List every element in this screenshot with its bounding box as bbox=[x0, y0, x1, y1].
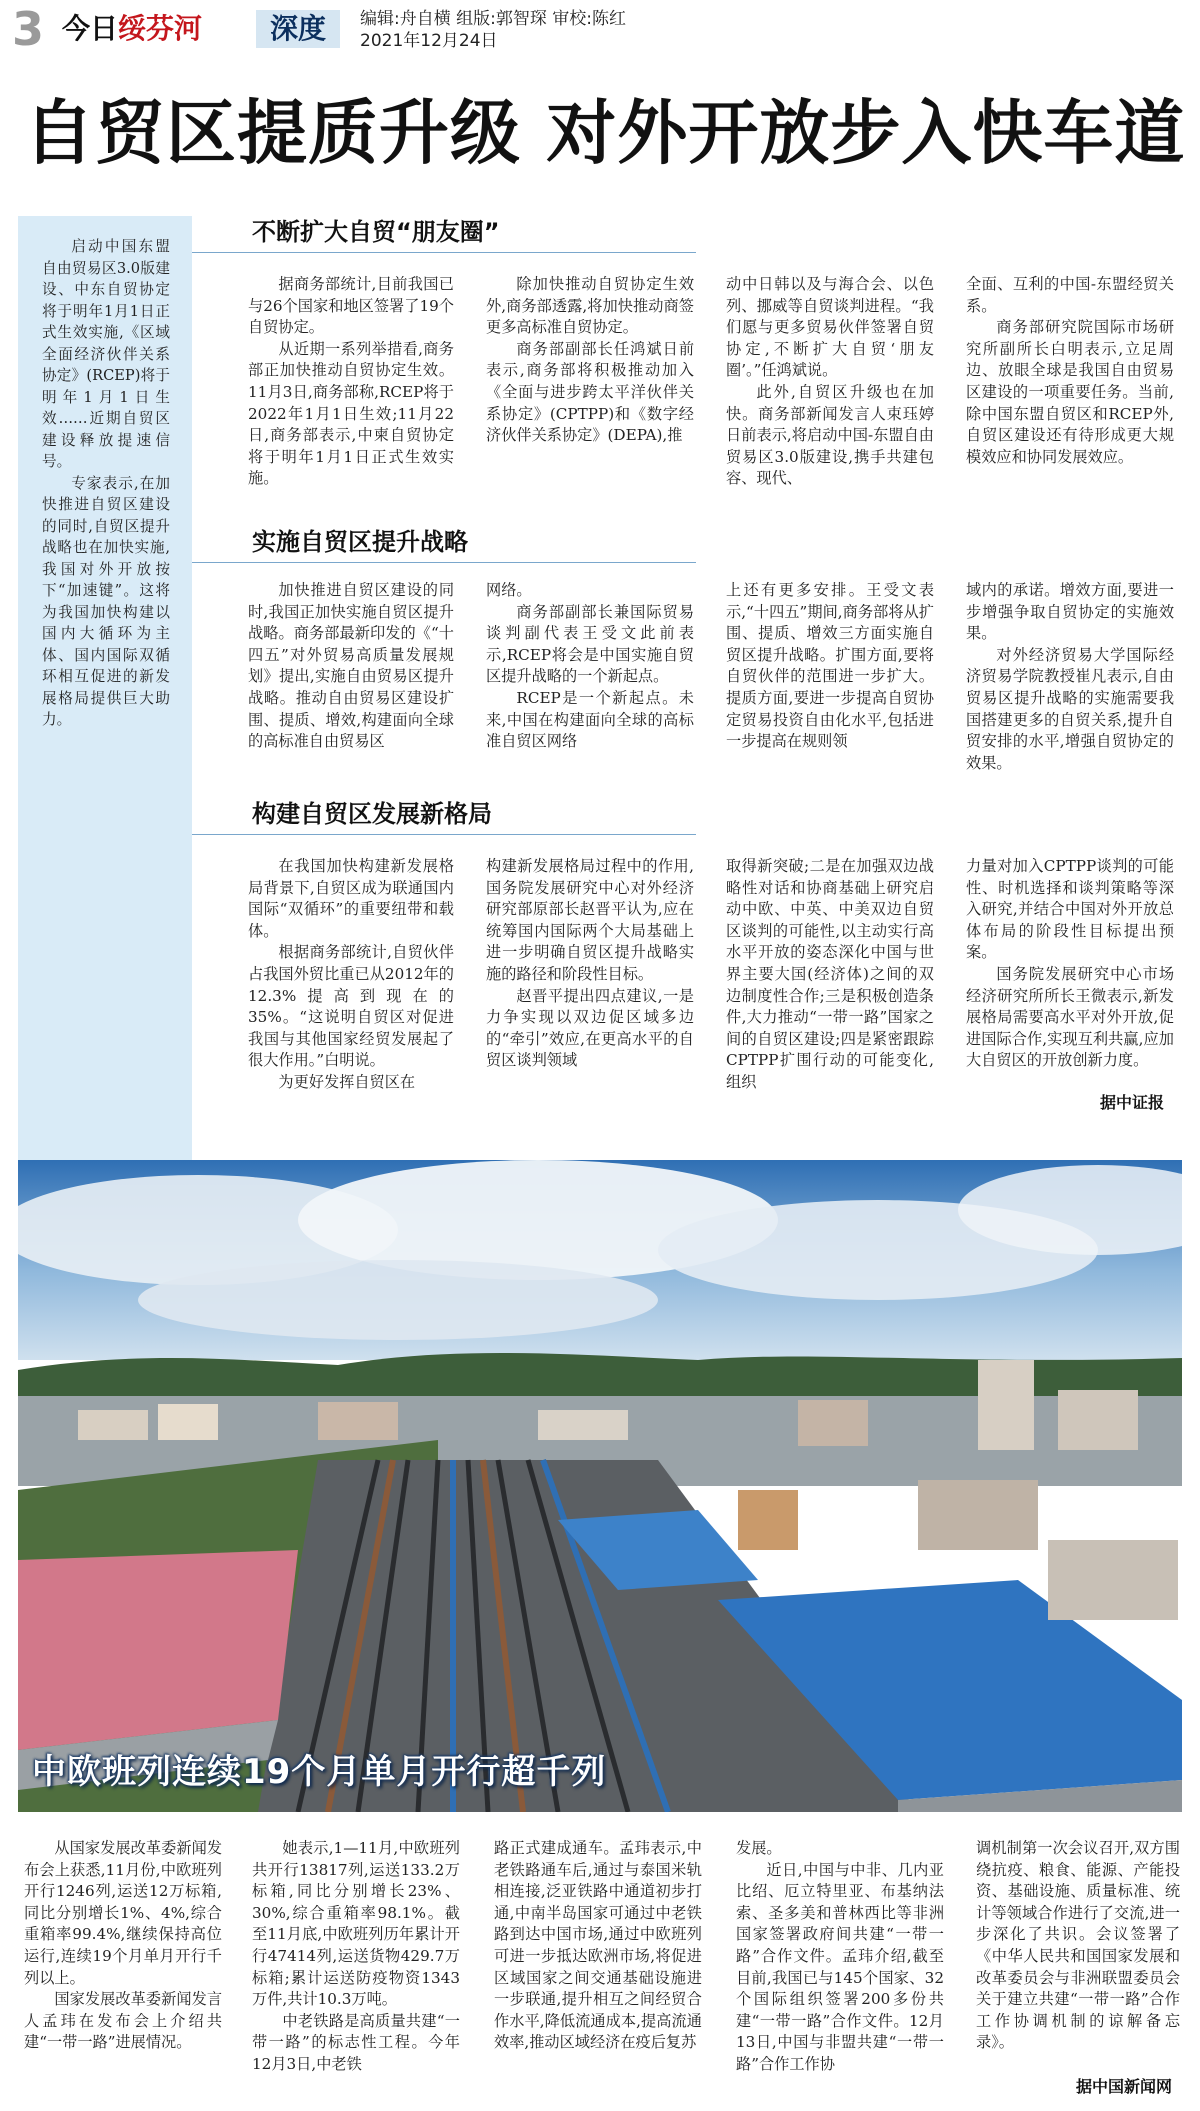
page-header bbox=[0, 0, 1200, 58]
paragraph: 为更好发挥自贸区在 bbox=[278, 1072, 416, 1091]
article-source: 据中证报 bbox=[1100, 1093, 1165, 1112]
header-meta bbox=[360, 8, 626, 52]
article-column bbox=[24, 1838, 222, 2093]
railway-yard-photo bbox=[18, 1160, 1182, 1812]
issue-date: 2021年12月24日 bbox=[360, 31, 498, 51]
editor-credits: 编辑:舟自横 组版:郭智琛 审校:陈红 bbox=[360, 9, 626, 29]
section-heading-3 bbox=[192, 796, 696, 835]
paragraph: 对外经济贸易大学国际经济贸易学院教授崔凡表示,自由贸易区提升战略的实施需要我国搭建更多的自贸关系,提升自贸安排的水平,增强自贸协定的效果。 bbox=[966, 645, 1174, 772]
article-column bbox=[486, 856, 694, 1116]
sidebar-lead-text bbox=[42, 236, 170, 731]
article-column bbox=[966, 274, 1174, 510]
main-headline: 自贸区提质升级 对外开放步入快车道 bbox=[24, 92, 1186, 174]
sidebar-paragraph: 专家表示,在加快推进自贸区建设的同时,自贸区提升战略也在加快实施,我国对外开放按下“加速键”。这将为我国加快构建以国内大循环为主体、国内国际双循环相互促进的新发展格局提供巨大助力。 bbox=[42, 474, 170, 728]
photo-caption: 中欧班列连续19个月单月开行超千列 bbox=[32, 1752, 607, 1792]
section-label: 深度 bbox=[256, 10, 340, 48]
article-column bbox=[248, 274, 454, 510]
article-column bbox=[252, 1838, 460, 2093]
article-column bbox=[248, 856, 454, 1116]
paragraph: 商务部研究院国际市场研究所副所长白明表示,立足周边、放眼全球是我国自由贸易区建设的一项重要任务。当前,除中国东盟自贸区和RCEP外,自贸区建设还有待形成更大规模效应和协同发展效应。 bbox=[966, 318, 1174, 466]
article-column bbox=[966, 580, 1174, 774]
paragraph: 据商务部统计,目前我国已与26个国家和地区签署了19个自贸协定。 bbox=[248, 275, 454, 337]
paragraph: 国务院发展研究中心市场经济研究所所长王微表示,新发展格局需要高水平对外开放,促进国际合作,实现互利共赢,应加大自贸区的开放创新力度。 bbox=[966, 964, 1174, 1070]
section-heading-2 bbox=[192, 524, 696, 563]
paragraph: 加快推进自贸区建设的同时,我国正加快实施自贸区提升战略。商务部最新印发的《“十四五”对外贸易高质量发展规划》提出,实施自由贸易区提升战略。推动自由贸易区建设扩围、提质、增效,构建面向全球的高标准自由贸易区 bbox=[248, 581, 454, 751]
paragraph: 全面、互利的中国-东盟经贸关系。 bbox=[966, 275, 1174, 315]
paragraph: RCEP是一个新起点。未来,中国在构建面向全球的高标准自贸区网络 bbox=[486, 688, 694, 751]
article-column bbox=[726, 856, 934, 1116]
article-column bbox=[486, 580, 694, 774]
article-column bbox=[248, 580, 454, 774]
paragraph: 赵晋平提出四点建议,一是力争实现以双边促区域多边的“牵引”效应,在更高水平的自贸区谈判领域 bbox=[486, 986, 694, 1070]
paragraph: 力量对加入CPTPP谈判的可能性、时机选择和谈判策略等深入研究,并结合中国对外开放总体布局的阶段性目标提出预案。 bbox=[966, 857, 1174, 962]
article-column bbox=[726, 274, 934, 510]
paragraph: 她表示,1—11月,中欧班列共开行13817列,运送133.2万标箱,同比分别增长23%、30%,综合重箱率98.1%。截至11月底,中欧班列历年累计开行47414列,运送货物429.7万标箱;累计运送防疫物资1343万件,共计10.3万吨。 bbox=[252, 1839, 460, 2009]
paragraph: 根据商务部统计,自贸伙伴占我国外贸比重已从2012年的12.3%提高到现在的35%。“这说明自贸区对促进我国与其他国家经贸发展起了很大作用。”白明说。 bbox=[248, 943, 454, 1070]
paragraph: 路正式建成通车。孟玮表示,中老铁路通车后,通过与泰国米轨相连接,泛亚铁路中通道初步打通,中南半岛国家可通过中老铁路到达中国市场,通过中欧班列可进一步抵达欧洲市场,将促进区域国家之间交通基础设施进一步联通,提升相互之间经贸合作水平,降低流通成本,提高流通效率,推动区域经济在疫后复苏 bbox=[494, 1839, 702, 2052]
section-heading-text: 实施自贸区提升战略 bbox=[252, 528, 468, 556]
paragraph: 构建新发展格局过程中的作用,国务院发展研究中心对外经济研究部原部长赵晋平认为,应在统筹国内国际两个大局基础上进一步明确自贸区提升战略实施的路径和阶段性目标。 bbox=[486, 857, 694, 983]
paragraph: 取得新突破;二是在加强双边战略性对话和协商基础上研究启动中欧、中英、中美双边自贸区谈判的可能性,以主动实行高水平开放的姿态深化中国与世界主要大国(经济体)之间的双边制度性合作;三是积极创造条件,大力推动“一带一路”国家之间的自贸区建设;四是紧密跟踪CPTPP扩围行动的可能变化,组织 bbox=[726, 857, 934, 1091]
sidebar-paragraph: 启动中国东盟自由贸易区3.0版建设、中东自贸协定将于明年1月1日正式生效实施,《区域全面经济伙伴关系协定》(RCEP)将于明年1月1日生效……近期自贸区建设释放提速信号。 bbox=[42, 238, 170, 470]
paragraph: 近日,中国与中非、几内亚比绍、厄立特里亚、布基纳法索、圣多美和普林西比等非洲国家签署政府间共建“一带一路”合作文件。孟玮介绍,截至目前,我国已与145个国家、32个国际组织签署200多份共建“一带一路”合作文件。12月13日,中国与非盟共建“一带一路”合作工作协 bbox=[736, 1860, 944, 2073]
paragraph: 在我国加快构建新发展格局背景下,自贸区成为联通国内国际“双循环”的重要纽带和载体。 bbox=[248, 857, 454, 940]
paragraph: 调机制第一次会议召开,双方围绕抗疫、粮食、能源、产能投资、基础设施、质量标准、统计等领域合作进行了交流,进一步深化了共识。会议签署了《中华人民共和国国家发展和改革委员会与非洲联盟委员会关于建立共建“一带一路”合作工作协调机制的谅解备忘录》。 bbox=[976, 1839, 1180, 2052]
photo-illustration bbox=[18, 1160, 1182, 1812]
section-heading-text: 不断扩大自贸“朋友圈” bbox=[252, 218, 500, 246]
paragraph: 域内的承诺。增效方面,要进一步增强争取自贸协定的实施效果。 bbox=[966, 581, 1174, 643]
paragraph: 国家发展改革委新闻发言人孟玮在发布会上介绍共建“一带一路”进展情况。 bbox=[24, 1990, 222, 2052]
paragraph: 从国家发展改革委新闻发布会上获悉,11月份,中欧班列开行1246列,运送12万标箱,同比分别增长1%、4%,综合重箱率99.4%,继续保持高位运行,连续19个月单月开行千列以上。 bbox=[24, 1839, 222, 1987]
paragraph: 中老铁路是高质量共建“一带一路”的标志性工程。今年12月3日,中老铁 bbox=[252, 2011, 460, 2073]
paragraph: 上还有更多安排。王受文表示,“十四五”期间,商务部将从扩围、提质、增效三方面实施自贸区提升战略。扩围方面,要将自贸伙伴的范围进一步扩大。提质方面,要进一步提高自贸协定贸易投资自由化水平,包括进一步提高在规则领 bbox=[726, 581, 934, 751]
paragraph: 发展。 bbox=[736, 1839, 782, 1857]
paragraph: 除加快推动自贸协定生效外,商务部透露,将加快推动商签更多高标准自贸协定。 bbox=[486, 275, 694, 337]
article-column bbox=[494, 1838, 702, 2093]
article-column bbox=[726, 580, 934, 774]
article-column bbox=[736, 1838, 944, 2093]
newspaper-name-part1: 今日 bbox=[62, 12, 119, 45]
article-column bbox=[486, 274, 694, 510]
article-column bbox=[966, 856, 1174, 1096]
page-number: 3 bbox=[12, 2, 45, 56]
section-heading-text: 构建自贸区发展新格局 bbox=[252, 800, 492, 828]
section-heading-1 bbox=[192, 214, 696, 253]
article-column bbox=[976, 1838, 1180, 2068]
paragraph: 商务部副部长任鸿斌日前表示,商务部将积极推动加入《全面与进步跨太平洋伙伴关系协定》(CPTPP)和《数字经济伙伴关系协定》(DEPA),推 bbox=[486, 339, 694, 445]
newspaper-name bbox=[62, 12, 202, 46]
paragraph: 动中日韩以及与海合会、以色列、挪威等自贸谈判进程。“我们愿与更多贸易伙伴签署自贸协定,不断扩大自贸‘朋友圈’。”任鸿斌说。 bbox=[726, 275, 934, 380]
paragraph: 从近期一系列举措看,商务部正加快推动自贸协定生效。11月3日,商务部称,RCEP将于2022年1月1日生效;11月22日,商务部表示,中柬自贸协定将于明年1月1日正式生效实施。 bbox=[248, 339, 454, 488]
newspaper-name-part2: 绥芬河 bbox=[118, 12, 203, 45]
article-source: 据中国新闻网 bbox=[1076, 2077, 1173, 2096]
paragraph: 此外,自贸区升级也在加快。商务部新闻发言人束珏婷日前表示,将启动中国-东盟自由贸易区3.0版建设,携手共建包容、现代、 bbox=[726, 382, 934, 488]
paragraph: 网络。 bbox=[486, 581, 532, 599]
paragraph: 商务部副部长兼国际贸易谈判副代表王受文此前表示,RCEP将会是中国实施自贸区提升战略的一个新起点。 bbox=[486, 602, 694, 686]
